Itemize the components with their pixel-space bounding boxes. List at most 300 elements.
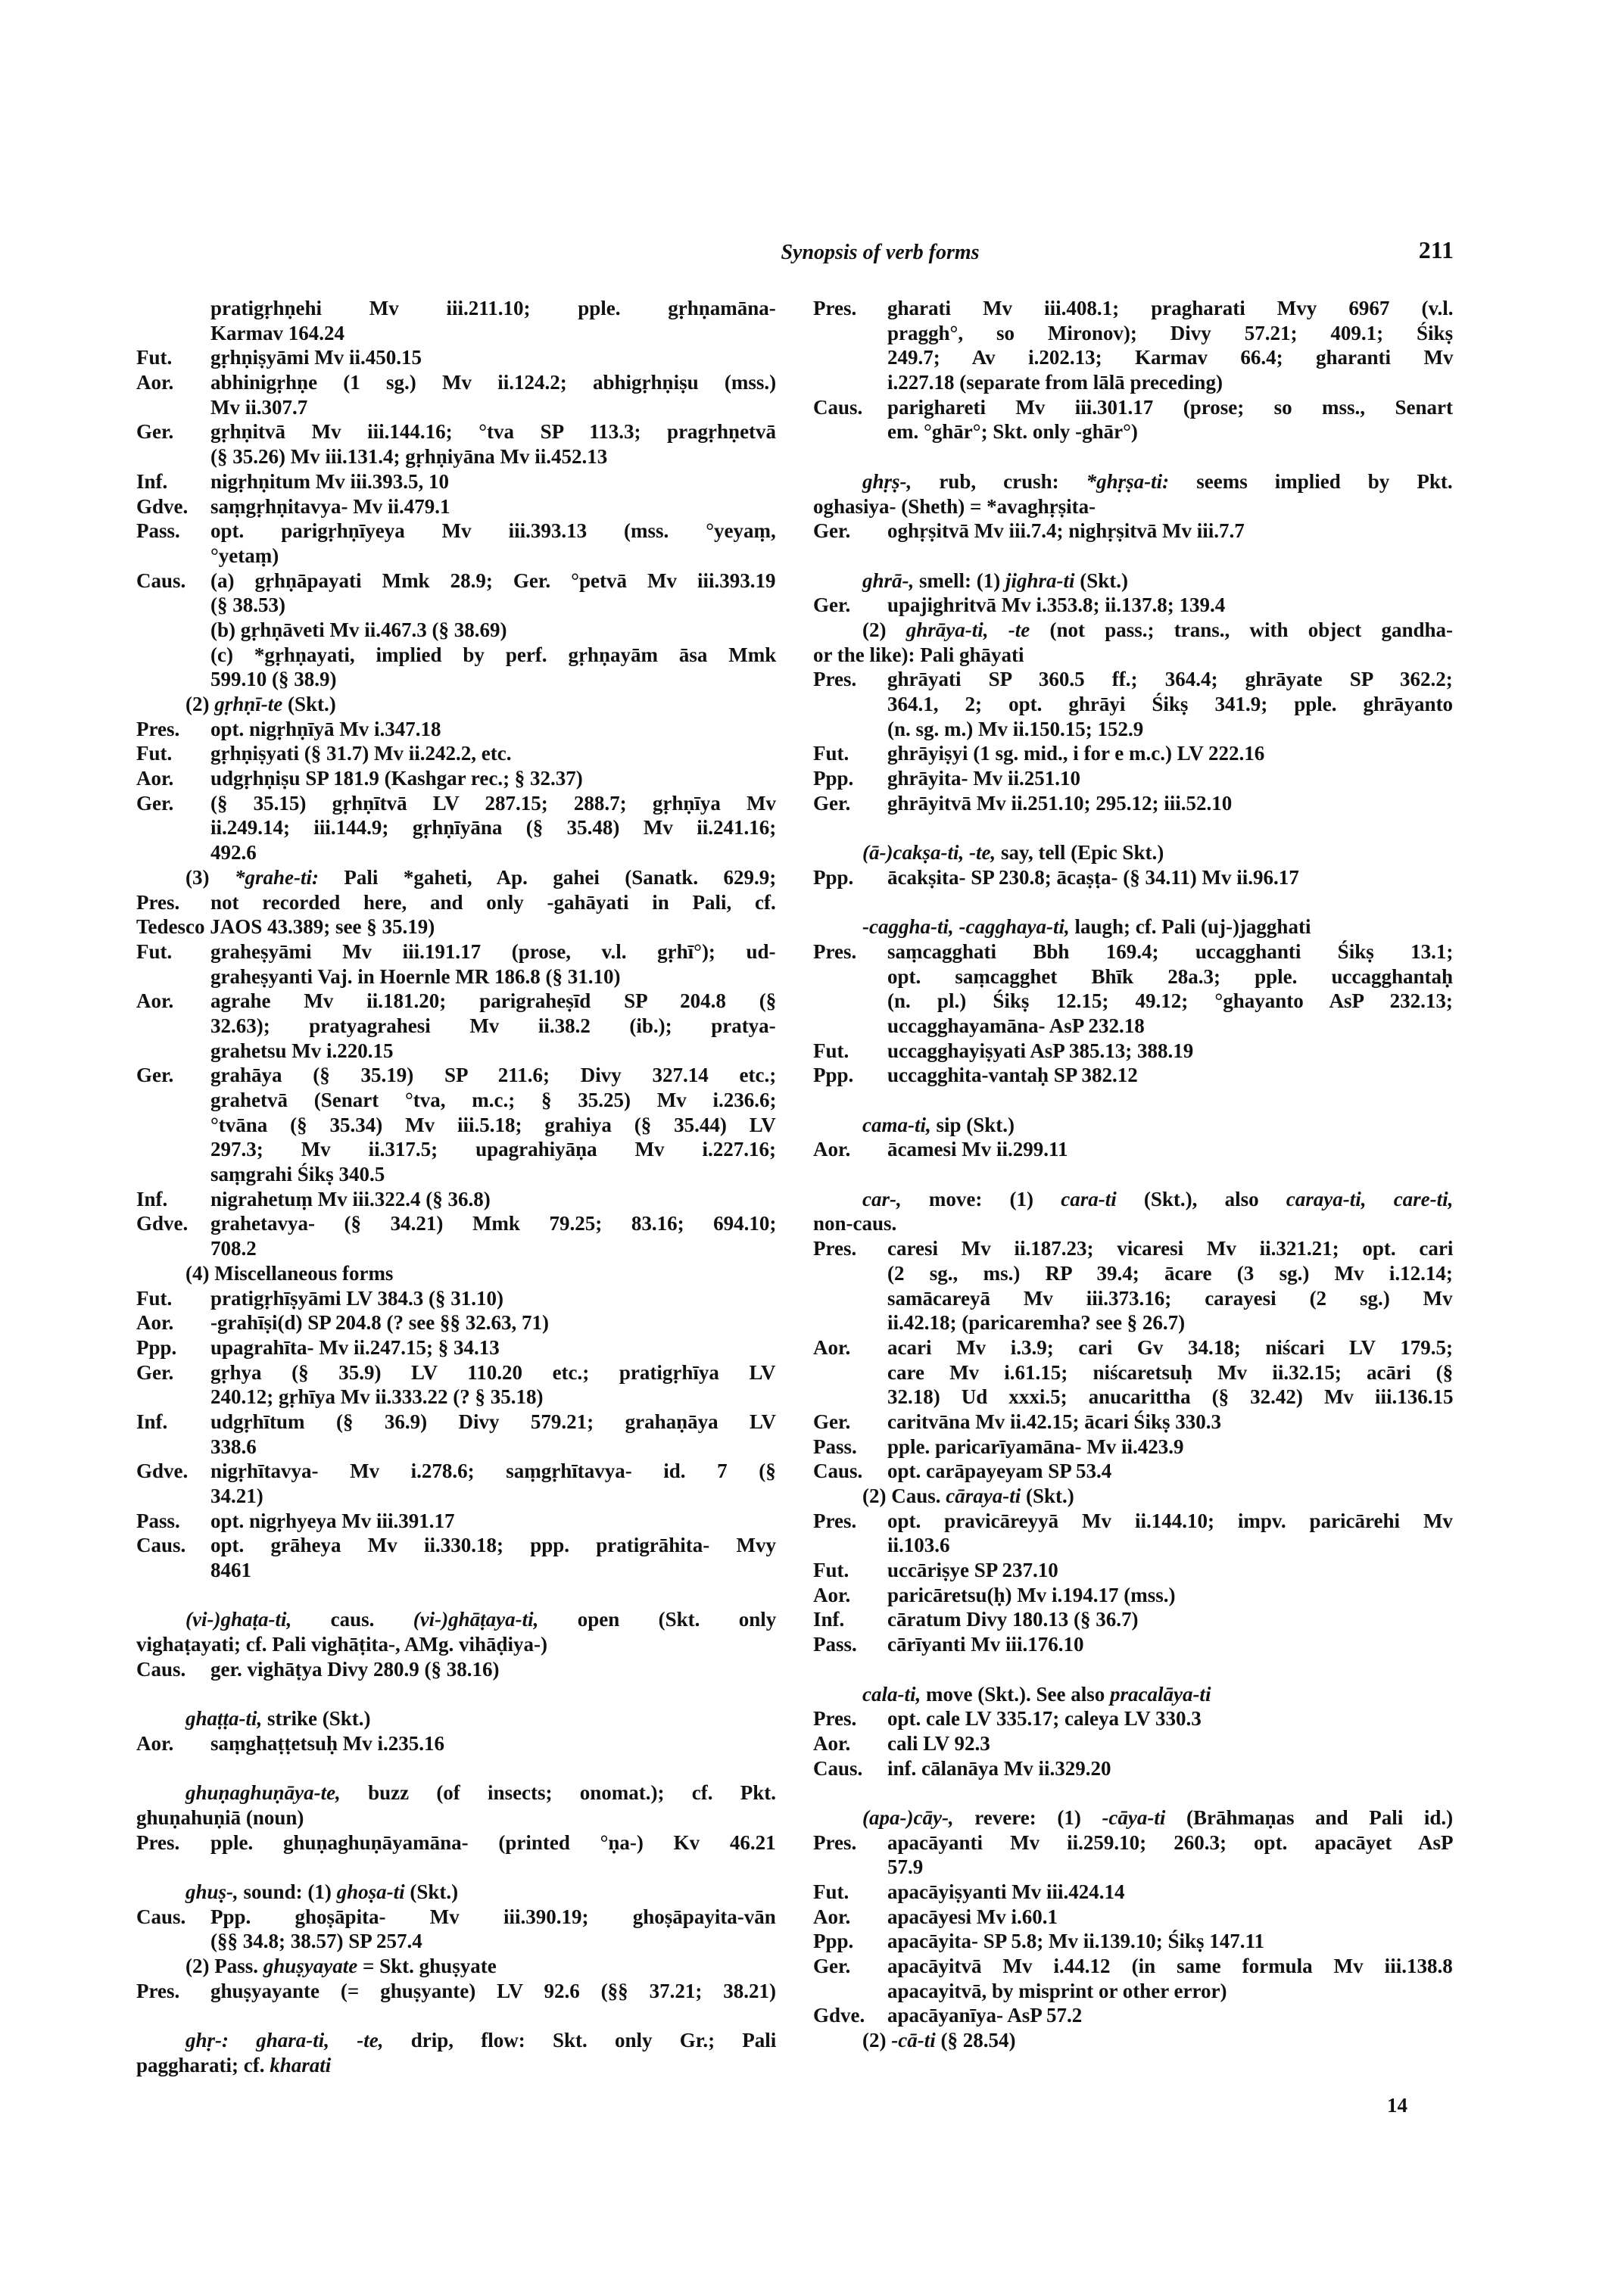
line-text bbox=[136, 2053, 776, 2078]
entry-line bbox=[813, 989, 1453, 1014]
line-text bbox=[185, 865, 776, 890]
form-label: Ppp. bbox=[813, 1930, 854, 1953]
entry-line bbox=[136, 593, 776, 618]
text-segment: cāratum Divy 180.13 (§ 36.7) bbox=[887, 1608, 1139, 1631]
form-label: Aor. bbox=[136, 767, 174, 790]
text-segment: grahetsu Mv i.220.15 bbox=[210, 1039, 394, 1062]
line-content bbox=[862, 1805, 1453, 1830]
text-segment: parighareti Mv iii.301.17 (prose; so mss., Senart bbox=[887, 395, 1453, 419]
entry-line bbox=[136, 1360, 776, 1385]
entry-line bbox=[136, 519, 776, 544]
line-text bbox=[210, 1459, 776, 1484]
form-label: Caus. bbox=[136, 569, 186, 592]
text-segment: saṃcagghati Bbh 169.4; uccagghanti Śikṣ 13.1; bbox=[887, 939, 1454, 963]
form-label: Pres. bbox=[813, 1509, 857, 1532]
entry-line bbox=[813, 1484, 1453, 1509]
text-segment: ghrāyita- Mv ii.251.10 bbox=[887, 767, 1080, 790]
entry-line bbox=[136, 1484, 776, 1509]
entry-line bbox=[136, 914, 776, 939]
form-label: Pres. bbox=[136, 890, 180, 914]
line-content bbox=[887, 766, 1080, 791]
headword: ghara-ti, -te, bbox=[256, 2029, 384, 2052]
text-segment: acari Mv i.3.9; cari Gv 34.18; niścari LV 179.5; bbox=[887, 1335, 1453, 1359]
text-segment: 492.6 bbox=[210, 841, 257, 865]
text-segment: opt. nigṛhṇīyā Mv i.347.18 bbox=[210, 717, 441, 740]
line-text bbox=[136, 914, 776, 939]
line-content bbox=[862, 914, 1311, 939]
entry-line bbox=[813, 1410, 1453, 1435]
line-content bbox=[887, 519, 1245, 544]
line-text bbox=[887, 939, 1453, 964]
text-segment: opt. nigṛhyeya Mv iii.391.17 bbox=[210, 1509, 455, 1532]
text-segment: apacāyitvā Mv i.44.12 (in same formula Mv iii.138.8 bbox=[887, 1955, 1453, 1978]
text-segment: (Skt.) bbox=[1021, 1485, 1074, 1507]
text-segment: Pali *gaheti, Ap. gahei (Sanatk. 629.9; bbox=[318, 865, 777, 889]
line-content bbox=[887, 2003, 1082, 2028]
entry-line bbox=[813, 1954, 1453, 1979]
line-text bbox=[887, 1435, 1453, 1460]
line-content bbox=[210, 667, 336, 692]
form-label: Inf. bbox=[136, 469, 168, 493]
text-segment: oghṛṣitvā Mv iii.7.4; nighṛṣitvā Mv iii.7.7 bbox=[887, 519, 1245, 543]
line-content bbox=[813, 494, 1096, 519]
line-content bbox=[887, 1236, 1453, 1261]
text-segment: (2) Pass. bbox=[185, 1955, 263, 1978]
entry-line bbox=[813, 1236, 1453, 1261]
line-text bbox=[210, 815, 776, 840]
entry-line bbox=[813, 1014, 1453, 1039]
line-content bbox=[136, 2053, 331, 2078]
line-content bbox=[887, 1880, 1125, 1905]
entry-line bbox=[136, 2053, 776, 2078]
entry-line bbox=[813, 569, 1453, 594]
line-text bbox=[185, 1880, 776, 1905]
entry-line bbox=[813, 370, 1453, 395]
headword: ghuṇaghuṇāya-te, bbox=[185, 1781, 341, 1805]
entry-line bbox=[813, 1261, 1453, 1286]
line-text bbox=[185, 692, 776, 717]
text-segment: say, tell (Epic Skt.) bbox=[996, 841, 1164, 865]
form-label: Aor. bbox=[136, 989, 174, 1013]
line-content bbox=[210, 1385, 543, 1410]
text-segment: i.227.18 (separate from lālā preceding) bbox=[887, 371, 1223, 394]
line-content bbox=[185, 1781, 776, 1805]
text-segment: gṛhya (§ 35.9) LV 110.20 etc.; pratigṛhīya LV bbox=[210, 1360, 776, 1384]
line-content bbox=[887, 1137, 1068, 1162]
line-content bbox=[210, 791, 776, 816]
line-content bbox=[887, 1310, 1185, 1335]
line-text bbox=[210, 717, 776, 742]
text-segment: grahetvā (Senart °tva, m.c.; § 35.25) Mv i.236.6; bbox=[210, 1089, 777, 1111]
form-label: Gdve. bbox=[813, 2004, 865, 2027]
line-content bbox=[887, 1410, 1221, 1435]
form-label: Ger. bbox=[136, 791, 174, 815]
line-content bbox=[210, 643, 776, 668]
line-content bbox=[887, 1632, 1083, 1657]
line-content bbox=[210, 815, 776, 840]
text-segment: pple. ghuṇaghuṇāyamāna- (printed °ṇa-) Kv 46.21 bbox=[210, 1830, 776, 1854]
text-segment: udgṛhītum (§ 36.9) Divy 579.21; grahaṇāya LV bbox=[210, 1410, 777, 1433]
form-label: Ger. bbox=[813, 791, 851, 815]
form-label: Pass. bbox=[136, 1509, 180, 1532]
text-segment: 32.63); pratyagrahesi Mv ii.38.2 (ib.); pratya- bbox=[210, 1014, 776, 1037]
line-text bbox=[862, 1805, 1453, 1830]
line-text bbox=[887, 1607, 1453, 1632]
line-text bbox=[136, 1805, 776, 1830]
line-content bbox=[887, 1435, 1183, 1460]
line-text bbox=[862, 2028, 1453, 2053]
line-content bbox=[862, 1187, 1453, 1212]
text-segment: 297.3; Mv ii.317.5; upagrahiyāṇa Mv i.227.16; bbox=[210, 1138, 776, 1161]
text-segment: seems implied by Pkt. bbox=[1169, 469, 1453, 493]
line-text bbox=[210, 766, 776, 791]
line-text bbox=[185, 1954, 776, 1979]
form-label: Pres. bbox=[136, 1830, 180, 1854]
entry-line bbox=[813, 791, 1453, 816]
text-segment: care Mv i.61.15; niścaretsuḥ Mv ii.32.15; acāri (§ bbox=[887, 1360, 1454, 1384]
text-segment: ger. vighāṭya Divy 280.9 (§ 38.16) bbox=[210, 1657, 500, 1681]
text-segment: vighaṭayati; cf. Pali vighāṭita-, AMg. vihāḍiya-) bbox=[136, 1633, 547, 1656]
entry-line bbox=[813, 1558, 1453, 1583]
line-text bbox=[887, 1385, 1453, 1410]
line-text bbox=[887, 741, 1453, 766]
line-content bbox=[887, 296, 1453, 321]
text-segment: caus. bbox=[291, 1608, 413, 1631]
text-segment: udgṛhṇiṣu SP 181.9 (Kashgar rec.; § 32.37) bbox=[210, 767, 583, 790]
entry-gap bbox=[813, 815, 1453, 840]
form-label: Ppp. bbox=[813, 1064, 854, 1087]
entry-line bbox=[136, 296, 776, 321]
text-segment: (§ 35.26) Mv iii.131.4; gṛhṇiyāna Mv ii.452.13 bbox=[210, 445, 608, 469]
text-segment: (2 sg., ms.) RP 39.4; ācare (3 sg.) Mv i.12.14; bbox=[887, 1261, 1453, 1285]
line-text bbox=[887, 1830, 1453, 1855]
text-segment: ii.249.14; iii.144.9; gṛhṇīyāna (§ 35.48) Mv ii.241.16; bbox=[210, 816, 777, 840]
text-segment: abhinigṛhṇe (1 sg.) Mv ii.124.2; abhigṛhṇiṣu (mss.) bbox=[210, 371, 777, 394]
line-content bbox=[185, 865, 776, 890]
form-label: Fut. bbox=[813, 1039, 849, 1062]
headword: cara-ti bbox=[1061, 1187, 1117, 1210]
line-content bbox=[210, 1236, 257, 1261]
entry-line bbox=[136, 1088, 776, 1113]
entry-line bbox=[813, 469, 1453, 494]
headword: ghuṣyayate bbox=[263, 1955, 358, 1978]
entry-line bbox=[813, 1509, 1453, 1534]
line-text bbox=[210, 1063, 776, 1088]
line-content bbox=[185, 1880, 458, 1905]
entry-line bbox=[136, 1607, 776, 1632]
text-segment: graheṣyāmi Mv iii.191.17 (prose, v.l. gṛhī°); ud- bbox=[210, 939, 776, 963]
entry-line bbox=[136, 766, 776, 791]
line-text bbox=[185, 1261, 776, 1286]
line-text bbox=[862, 914, 1453, 939]
entry-line bbox=[813, 494, 1453, 519]
entry-line bbox=[136, 989, 776, 1014]
text-segment: 364.1, 2; opt. ghrāyi Śikṣ 341.9; pple. ghrāyanto bbox=[887, 693, 1454, 715]
text-segment: cali LV 92.3 bbox=[887, 1731, 990, 1755]
line-content bbox=[887, 1286, 1453, 1311]
text-segment: (2) bbox=[185, 693, 215, 715]
line-text bbox=[210, 1088, 776, 1113]
text-segment: (n. pl.) Śikṣ 12.15; 49.12; °ghayanto AsP 232.13; bbox=[887, 989, 1453, 1013]
form-label: Fut. bbox=[813, 1559, 849, 1582]
text-segment: ghrāyitvā Mv ii.251.10; 295.12; iii.52.10 bbox=[887, 791, 1233, 815]
line-content bbox=[210, 1484, 263, 1509]
text-segment: paricāretsu(ḥ) Mv i.194.17 (mss.) bbox=[887, 1583, 1176, 1606]
line-text bbox=[210, 1014, 776, 1039]
text-segment: buzz (of insects; onomat.); cf. Pkt. bbox=[340, 1781, 776, 1805]
text-segment: apacāyesi Mv i.60.1 bbox=[887, 1905, 1058, 1928]
line-text bbox=[210, 1211, 776, 1236]
entry-line bbox=[136, 1385, 776, 1410]
line-text bbox=[210, 1236, 776, 1261]
line-text bbox=[887, 1632, 1453, 1657]
entry-line bbox=[813, 1731, 1453, 1756]
line-content bbox=[210, 1113, 776, 1138]
form-label: Aor. bbox=[136, 371, 174, 394]
entry-line bbox=[136, 1410, 776, 1435]
line-text bbox=[887, 964, 1453, 989]
line-content bbox=[887, 989, 1453, 1014]
line-text bbox=[887, 1979, 1453, 2004]
form-label: Inf. bbox=[136, 1187, 168, 1210]
text-segment: move: (1) bbox=[901, 1187, 1061, 1210]
text-segment: oghasiya- (Sheth) = *avaghṛṣita- bbox=[813, 494, 1096, 518]
entry-line bbox=[813, 643, 1453, 668]
line-text bbox=[887, 1236, 1453, 1261]
text-segment: 32.18) Ud xxxi.5; anucarittha (§ 32.42) Mv iii.136.15 bbox=[887, 1385, 1454, 1409]
entry-line bbox=[813, 1607, 1453, 1632]
text-segment: (not pass.; trans., with object gandha- bbox=[1030, 618, 1454, 641]
line-text bbox=[210, 1435, 776, 1460]
entry-line bbox=[813, 1335, 1453, 1360]
text-segment: open (Skt. only bbox=[538, 1608, 777, 1631]
entry-gap bbox=[813, 890, 1453, 915]
form-label: Pass. bbox=[136, 519, 180, 543]
line-text bbox=[887, 717, 1453, 742]
form-label: Gdve. bbox=[136, 494, 189, 518]
text-segment: = Skt. ghuṣyate bbox=[357, 1955, 497, 1978]
line-text bbox=[862, 1187, 1453, 1212]
line-content bbox=[210, 1063, 776, 1088]
entry-gap bbox=[813, 1657, 1453, 1682]
entry-line bbox=[813, 593, 1453, 618]
line-content bbox=[887, 1261, 1453, 1286]
entry-line bbox=[813, 741, 1453, 766]
form-label: Aor. bbox=[136, 1731, 174, 1755]
text-segment: em. °ghār°; Skt. only -ghār°) bbox=[887, 420, 1138, 444]
line-text bbox=[185, 1781, 776, 1805]
line-content bbox=[887, 395, 1453, 420]
line-text bbox=[887, 1533, 1453, 1558]
form-label: Caus. bbox=[813, 395, 863, 419]
text-segment: (§ 35.15) gṛhṇītvā LV 287.15; 288.7; gṛhṇīya Mv bbox=[210, 791, 777, 815]
form-label: Pres. bbox=[813, 668, 857, 691]
entry-line bbox=[136, 1211, 776, 1236]
form-label: Pres. bbox=[136, 1979, 180, 2002]
entry-line bbox=[136, 741, 776, 766]
line-content bbox=[887, 1756, 1111, 1781]
entry-line bbox=[813, 419, 1453, 444]
entry-line bbox=[813, 1979, 1453, 2004]
entry-line bbox=[136, 1162, 776, 1187]
line-content bbox=[887, 692, 1453, 717]
entry-line bbox=[813, 519, 1453, 544]
entry-line bbox=[136, 419, 776, 444]
text-segment: samācareyā Mv iii.373.16; carayesi (2 sg.) Mv bbox=[887, 1286, 1453, 1310]
headword: (ā-)cakṣa-ti, -te, bbox=[862, 841, 996, 865]
entry-gap bbox=[136, 1583, 776, 1608]
line-content bbox=[862, 2028, 1015, 2053]
line-text bbox=[210, 1509, 776, 1534]
text-segment: (2) Caus. bbox=[862, 1485, 946, 1507]
text-segment: upagrahīta- Mv ii.247.15; § 34.13 bbox=[210, 1335, 500, 1359]
entry-line bbox=[813, 1286, 1453, 1311]
line-text bbox=[887, 1509, 1453, 1534]
text-segment: opt. carāpayeyam SP 53.4 bbox=[887, 1460, 1112, 1483]
line-text bbox=[210, 370, 776, 395]
line-text bbox=[210, 1484, 776, 1509]
entry-line bbox=[136, 667, 776, 692]
entry-line bbox=[813, 1137, 1453, 1162]
text-segment: Karmav 164.24 bbox=[210, 321, 344, 344]
entry-line bbox=[136, 618, 776, 643]
text-segment: agrahe Mv ii.181.20; parigraheṣīd SP 204.8 (§ bbox=[210, 989, 777, 1013]
text-segment: (§ 38.53) bbox=[210, 594, 285, 617]
text-segment: uccagghayamāna- AsP 232.18 bbox=[887, 1014, 1145, 1037]
line-text bbox=[185, 1607, 776, 1632]
entry-line bbox=[136, 370, 776, 395]
text-segment: (b) gṛhṇāveti Mv ii.467.3 (§ 38.69) bbox=[210, 618, 507, 641]
entry-line bbox=[136, 840, 776, 865]
line-content bbox=[887, 1385, 1453, 1410]
line-content bbox=[887, 419, 1138, 444]
line-text bbox=[210, 395, 776, 420]
entry-line bbox=[813, 692, 1453, 717]
line-content bbox=[210, 964, 620, 989]
entry-line bbox=[813, 717, 1453, 742]
entry-gap bbox=[136, 2003, 776, 2028]
line-text bbox=[210, 1533, 776, 1558]
text-segment: opt. saṃcagghet Bhīk 28a.3; pple. uccagghantaḥ bbox=[887, 964, 1454, 988]
line-text bbox=[210, 1929, 776, 1954]
entry-line bbox=[136, 791, 776, 816]
line-content bbox=[887, 1929, 1264, 1954]
line-content bbox=[210, 1830, 776, 1855]
form-label: Ppp. bbox=[136, 1335, 177, 1359]
form-label: Caus. bbox=[136, 1905, 186, 1928]
line-content bbox=[210, 544, 279, 569]
line-content bbox=[210, 840, 257, 865]
text-segment: opt. cale LV 335.17; caleya LV 330.3 bbox=[887, 1707, 1202, 1731]
entry-line bbox=[136, 1706, 776, 1731]
text-segment: 338.6 bbox=[210, 1435, 257, 1458]
entry-line bbox=[813, 296, 1453, 321]
entry-line bbox=[813, 1113, 1453, 1138]
line-text bbox=[210, 890, 776, 915]
line-text bbox=[887, 1706, 1453, 1731]
line-content bbox=[210, 519, 776, 544]
line-content bbox=[210, 321, 344, 346]
line-text bbox=[887, 395, 1453, 420]
line-content bbox=[210, 1137, 776, 1162]
text-segment: smell: (1) bbox=[914, 569, 1005, 592]
text-segment: °yetaṃ) bbox=[210, 544, 279, 567]
text-segment: revere: (1) bbox=[953, 1805, 1102, 1829]
entry-line bbox=[136, 544, 776, 569]
headword: ghṛ-: bbox=[185, 2029, 229, 2052]
line-text bbox=[210, 989, 776, 1014]
line-content bbox=[210, 395, 307, 420]
line-text bbox=[210, 1731, 776, 1756]
line-text bbox=[887, 692, 1453, 717]
headword: *ghṛṣa-ti: bbox=[1086, 469, 1170, 493]
text-segment: ghrāyati SP 360.5 ff.; 364.4; ghrāyate SP 362.2; bbox=[887, 668, 1453, 691]
line-text bbox=[210, 1286, 776, 1311]
headword: jighra-ti bbox=[1005, 569, 1075, 592]
line-text bbox=[210, 741, 776, 766]
form-label: Fut. bbox=[813, 742, 849, 765]
line-content bbox=[210, 1731, 444, 1756]
line-text bbox=[862, 618, 1453, 643]
line-text bbox=[210, 791, 776, 816]
line-text bbox=[887, 1731, 1453, 1756]
line-text bbox=[210, 643, 776, 668]
form-label: Inf. bbox=[136, 1410, 168, 1433]
line-content bbox=[887, 370, 1223, 395]
text-segment: ii.103.6 bbox=[887, 1534, 950, 1557]
text-segment: graheṣyanti Vaj. in Hoernle MR 186.8 (§ 31.10) bbox=[210, 964, 621, 988]
form-label: Inf. bbox=[813, 1608, 845, 1631]
form-label: Gdve. bbox=[136, 1212, 189, 1235]
form-label: Ger. bbox=[136, 1064, 174, 1087]
text-segment: cārīyanti Mv iii.176.10 bbox=[887, 1633, 1084, 1656]
line-text bbox=[887, 1335, 1453, 1360]
headword: ghuṣ-, bbox=[185, 1880, 238, 1903]
text-segment: 240.12; gṛhīya Mv ii.333.22 (? § 35.18) bbox=[210, 1385, 544, 1409]
line-text bbox=[887, 1410, 1453, 1435]
entry-line bbox=[813, 1211, 1453, 1236]
line-content bbox=[862, 469, 1453, 494]
line-text bbox=[887, 1558, 1453, 1583]
line-text bbox=[887, 519, 1453, 544]
line-text bbox=[210, 1657, 776, 1682]
line-content bbox=[887, 1360, 1453, 1385]
line-content bbox=[887, 1335, 1453, 1360]
text-segment: ācakṣita- SP 230.8; ācaṣṭa- (§ 34.11) Mv ii.96.17 bbox=[887, 865, 1299, 889]
text-segment: opt. parigṛhṇīyeya Mv iii.393.13 (mss. °yeyaṃ, bbox=[210, 519, 776, 543]
text-segment: 249.7; Av i.202.13; Karmav 66.4; gharanti Mv bbox=[887, 346, 1454, 369]
entry-gap bbox=[813, 1088, 1453, 1113]
line-content bbox=[210, 1979, 776, 2004]
line-text bbox=[887, 1261, 1453, 1286]
line-content bbox=[185, 1261, 393, 1286]
line-text bbox=[210, 321, 776, 346]
entry-line bbox=[813, 1063, 1453, 1088]
line-text bbox=[210, 964, 776, 989]
text-segment: uccāriṣye SP 237.10 bbox=[887, 1559, 1058, 1582]
line-text bbox=[210, 1162, 776, 1187]
entry-line bbox=[136, 1459, 776, 1484]
headword: ghṛṣ-, bbox=[862, 469, 912, 493]
form-label: Ger. bbox=[136, 420, 174, 444]
entry-line bbox=[813, 1855, 1453, 1880]
text-segment: gharati Mv iii.408.1; pragharati Mvy 6967 (v.l. bbox=[887, 297, 1454, 319]
entry-line bbox=[136, 1039, 776, 1064]
line-text bbox=[813, 643, 1453, 668]
entry-line bbox=[813, 1385, 1453, 1410]
text-segment: ghuṇahuṇiā (noun) bbox=[136, 1805, 304, 1829]
entry-line bbox=[136, 1632, 776, 1657]
